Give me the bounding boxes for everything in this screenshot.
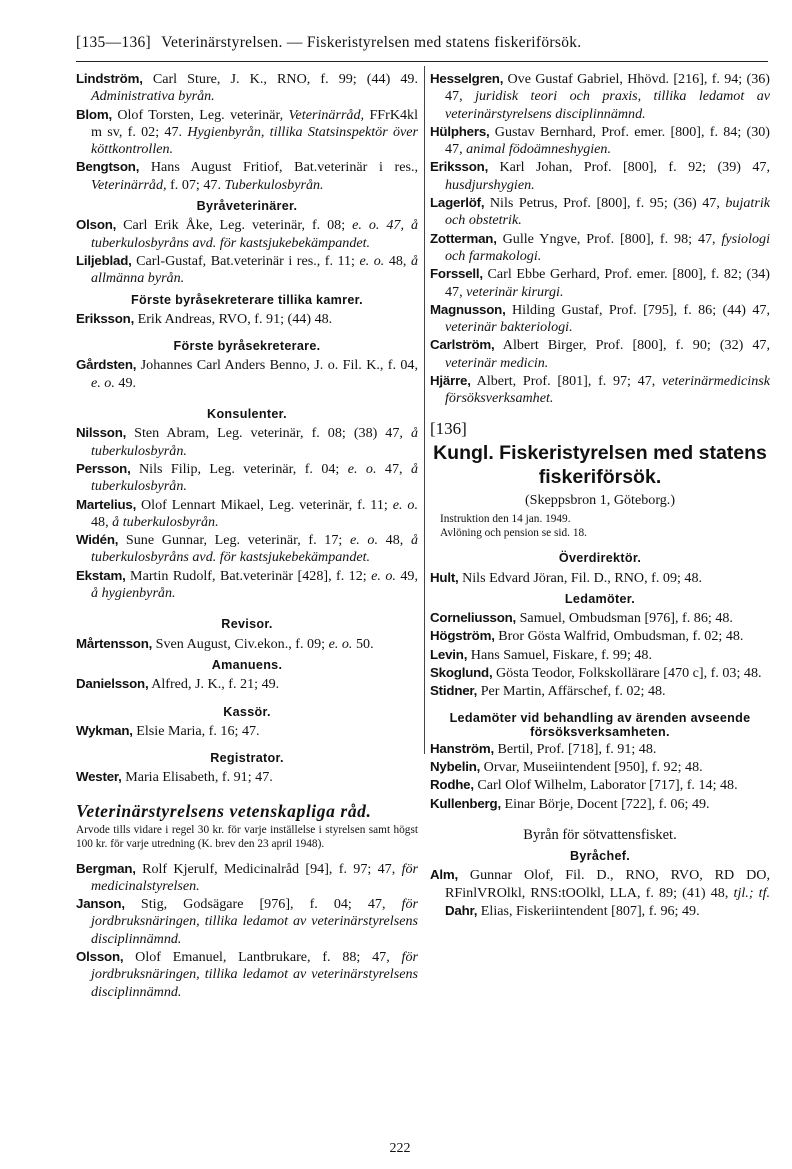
section-heading: Överdirektör.: [558, 551, 642, 566]
list-item: Eriksson, Erik Andreas, RVO, f. 91; (44) 48.: [76, 310, 333, 327]
section-heading: Registrator.: [210, 751, 284, 766]
list-item: Levin, Hans Samuel, Fiskare, f. 99; 48.: [430, 646, 653, 663]
list-item: Wester, Maria Elisabeth, f. 91; 47.: [76, 769, 273, 786]
list-item: Kullenberg, Einar Börje, Docent [722], f. 06; 49.: [430, 795, 710, 812]
list-item: Martelius, Olof Lennart Mikael, Leg. veterinär, f. 11; e. o. 48, å tuberkulosbyrån.: [76, 496, 418, 530]
header-rule: [76, 61, 768, 62]
list-item: Hülphers, Gustav Bernhard, Prof. emer. [800], f. 84; (30) 47, animal födoämneshygien.: [430, 123, 770, 158]
list-item: Skoglund, Gösta Teodor, Folkskollärare [470 c], f. 03; 48.: [430, 665, 762, 682]
running-header: [76, 34, 766, 52]
list-item: Lagerlöf, Nils Petrus, Prof. [800], f. 95; (36) 47, bujatrik och obstetrik.: [430, 195, 770, 229]
list-item: Mårtensson, Sven August, Civ.ekon., f. 09; e. o. 50.: [76, 635, 374, 652]
list-item: Högström, Bror Gösta Walfrid, Ombudsman, f. 02; 48.: [430, 628, 744, 645]
list-item: Magnusson, Hilding Gustaf, Prof. [795], f. 86; (44) 47, veterinär bakteriologi.: [430, 301, 770, 336]
list-item: Danielsson, Alfred, J. K., f. 21; 49.: [76, 676, 280, 693]
page-number: 222: [389, 1141, 411, 1156]
list-item: Zotterman, Gulle Yngve, Prof. [800], f. 98; 47, fysiologi och farmakologi.: [430, 230, 771, 264]
list-item: Stidner, Per Martin, Affärschef, f. 02; 48.: [430, 683, 666, 700]
section-heading: Förste byråsekreterare.: [173, 339, 321, 354]
section-heading: Byråchef.: [569, 849, 631, 864]
list-item: Gårdsten, Johannes Carl Anders Benno, J. o. Fil. K., f. 04, e. o. 49.: [76, 357, 418, 391]
section-heading: Kassör.: [223, 704, 271, 719]
list-item: Lindström, Carl Sture, J. K., RNO, f. 99; (44) 49. Administrativa byrån.: [76, 71, 418, 105]
list-item: Persson, Nils Filip, Leg. veterinär, f. 04; e. o. 47, å tuberkulosbyrån.: [76, 460, 418, 495]
list-item: Olsson, Olof Emanuel, Lantbrukare, f. 88; 47, för jordbruksnäringen, tillika ledamot av veterinärstyrelsens disciplinnämnd.: [76, 949, 418, 1000]
list-item: Nilsson, Sten Abram, Leg. veterinär, f. 08; (38) 47, å tuberkulosbyrån.: [76, 425, 418, 459]
section-heading: Ledamöter.: [564, 591, 636, 606]
section-heading: Revisor.: [221, 617, 273, 632]
list-item: Bengtson, Hans August Fritiof, Bat.veterinär i res., Veterinärråd, f. 07; 47. Tuberkulosbyrån.: [76, 159, 418, 193]
list-item: Janson, Stig, Godsägare [976], f. 04; 47, för jordbruksnäringen, tillika ledamot av veterinärstyrelsens disciplinnämnd.: [76, 896, 418, 947]
section-heading: Byrån för sötvattensfisket.: [523, 826, 677, 843]
column-divider: [424, 66, 425, 754]
list-item: Forssell, Carl Ebbe Gerhard, Prof. emer. [800], f. 82; (34) 47, veterinär kirurgi.: [430, 266, 770, 300]
section-heading: Ledamöter vid behandling av ärenden avseende försöksverksamheten.: [449, 710, 751, 739]
list-item: Hesselgren, Ove Gustaf Gabriel, Hhövd. [216], f. 94; (36) 47, juridisk teori och praxis, tillika ledamot av veterinärstyrelsens disciplinnämnd.: [430, 71, 770, 122]
list-item: Olson, Carl Erik Åke, Leg. veterinär, f. 08; e. o. 47, å tuberkulosbyråns avd. för kastsjukebekämpandet.: [76, 217, 419, 251]
list-item: Ekstam, Martin Rudolf, Bat.veterinär [428], f. 12; e. o. 49, å hygienbyrån.: [76, 567, 418, 602]
list-item: Corneliusson, Samuel, Ombudsman [976], f. 86; 48.: [430, 610, 733, 627]
section-number: [136]: [430, 418, 467, 438]
section-heading: Amanuens.: [211, 657, 283, 672]
list-item: Rodhe, Carl Olof Wilhelm, Laborator [717], f. 14; 48.: [430, 777, 738, 794]
right-column: [430, 70, 770, 920]
list-item: Alm, Gunnar Olof, Fil. D., RNO, RVO, RD DO, RFinlVROlkl, RNS:tOOlkl, LLA, f. 89; (41) 48, tjl.; tf. Dahr, Elias, Fiskeriintendent [807], f. 96; 49.: [430, 867, 771, 919]
section-note: Avlöning och pension se sid. 18.: [440, 526, 587, 539]
section-note: Instruktion den 14 jan. 1949.: [440, 513, 571, 526]
list-item: Widén, Sune Gunnar, Leg. veterinär, f. 17; e. o. 48, å tuberkulosbyråns avd. för kastsjukebekämpandet.: [76, 532, 418, 566]
section-heading: Förste byråsekreterare tillika kamrer.: [131, 292, 363, 307]
list-item: Carlström, Albert Birger, Prof. [800], f. 90; (32) 47, veterinär medicin.: [430, 337, 770, 371]
left-column: [76, 70, 418, 1001]
list-item: Nybelin, Orvar, Museiintendent [950], f. 92; 48.: [430, 758, 703, 775]
list-item: Blom, Olof Torsten, Leg. veterinär, Veterinärråd, FFrK4kl m sv, f. 02; 47. Hygienbyrån, tillika Statsinspektör över köttkontrollen.: [76, 106, 419, 158]
header-page-range: [135—136]: [76, 34, 152, 51]
list-item: Hjärre, Albert, Prof. [801], f. 97; 47, veterinärmedicinsk försöksverksamhet.: [430, 373, 770, 407]
section-heading: Konsulenter.: [207, 407, 287, 422]
list-item: Hult, Nils Edvard Jöran, Fil. D., RNO, f. 09; 48.: [430, 569, 703, 586]
section-heading: Byråveterinärer.: [196, 199, 298, 214]
list-item: Wykman, Elsie Maria, f. 16; 47.: [76, 722, 260, 739]
list-item: Bergman, Rolf Kjerulf, Medicinalråd [94], f. 97; 47, för medicinalstyrelsen.: [76, 860, 419, 894]
list-item: Eriksson, Karl Johan, Prof. [800], f. 92; (39) 47, husdjurshygien.: [430, 159, 770, 193]
list-item: Hanström, Bertil, Prof. [718], f. 91; 48.: [430, 740, 657, 757]
left-top-list: [76, 70, 418, 194]
section-title: Kungl. Fiskeristyrelsen med statens fiskeriförsök.: [433, 441, 767, 488]
section-note: Arvode tills vidare i regel 30 kr. för varje inställelse i styrelsen samt högst 100 kr. för varje utredning (K. brev den 23 april 1948).: [76, 823, 418, 850]
list-item: Liljeblad, Carl-Gustaf, Bat.veterinär i res., f. 11; e. o. 48, å allmänna byrån.: [76, 252, 418, 287]
section-address: (Skeppsbron 1, Göteborg.): [524, 491, 676, 508]
header-title: Veterinärstyrelsen. — Fiskeristyrelsen med statens fiskeriförsök.: [161, 34, 582, 51]
section-title: Veterinärstyrelsens vetenskapliga råd.: [76, 800, 372, 821]
